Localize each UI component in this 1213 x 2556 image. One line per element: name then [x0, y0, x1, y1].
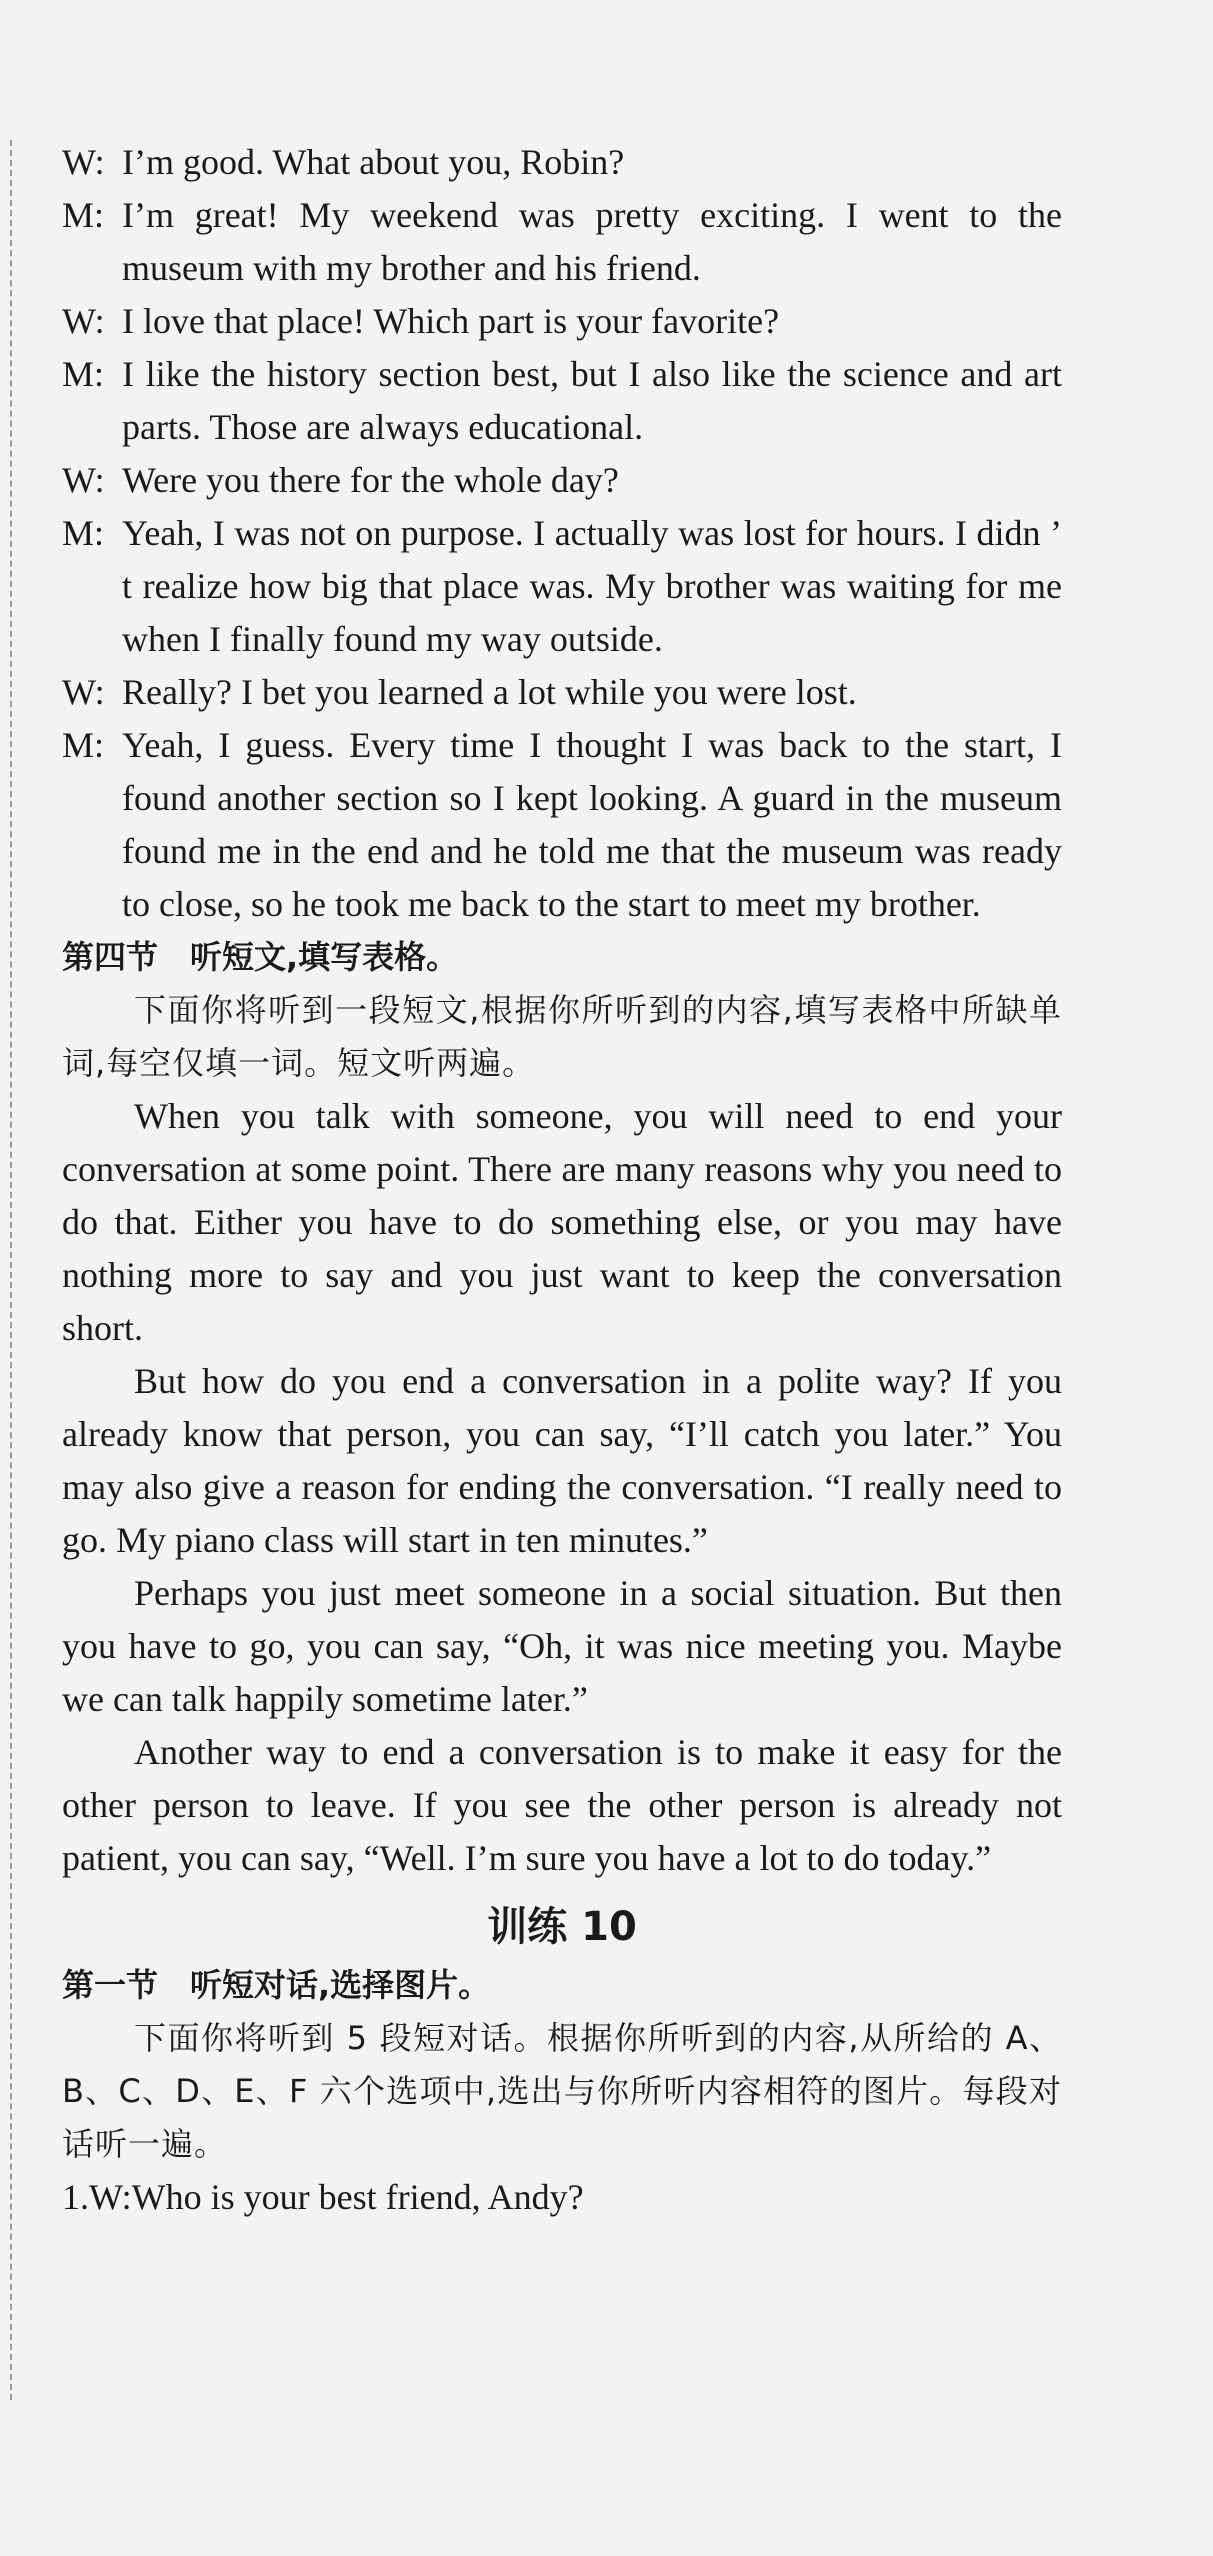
speaker-label: M:	[62, 725, 105, 765]
dialogue-line	[62, 136, 1062, 189]
passage-paragraph: But how do you end a conversation in a polite way? If you already know that person, you can say, “I’ll catch you later.” You may also give a reason for ending the conversation. “I really need to go. My piano class will start in ten minutes.”	[62, 1361, 1062, 1560]
section4-instruction: 下面你将听到一段短文,根据你所听到的内容,填写表格中所缺单词,每空仅填一词。短文听两遍。	[62, 991, 1062, 1082]
speaker-label: W:	[62, 460, 105, 500]
dialogue-transcript	[62, 136, 1062, 931]
item-text: Who is your best friend, Andy?	[131, 2177, 584, 2217]
utterance: I’m great! My weekend was pretty exciting. I went to the museum with my brother and his friend.	[122, 195, 1062, 288]
speaker-label: W:	[62, 142, 105, 182]
speaker-label: W:	[62, 301, 105, 341]
utterance: Were you there for the whole day?	[122, 460, 619, 500]
passage-paragraph: When you talk with someone, you will need to end your conversation at some point. There are many reasons why you need to do that. Either you have to do something else, or you may have nothing more to say and you just want to keep the conversation short.	[62, 1096, 1062, 1348]
binding-dashed-line	[10, 140, 12, 2400]
section1-heading: 第一节 听短对话,选择图片。	[62, 1966, 491, 2004]
first-item	[62, 2171, 1062, 2224]
dialogue-line	[62, 348, 1062, 454]
section4-heading: 第四节 听短文,填写表格。	[62, 938, 459, 976]
passage-paragraph: Another way to end a conversation is to make it easy for the other person to leave. If you see the other person is already not patient, you can say, “Well. I’m sure you have a lot to do today.”	[62, 1732, 1062, 1878]
dialogue-line	[62, 454, 1062, 507]
dialogue-line	[62, 507, 1062, 666]
document-body	[62, 136, 1062, 2224]
speaker-label: M:	[62, 354, 105, 394]
speaker-label: W:	[62, 672, 105, 712]
dialogue-line	[62, 719, 1062, 931]
item-speaker: W:	[89, 2177, 132, 2217]
speaker-label: M:	[62, 195, 105, 235]
dialogue-line	[62, 189, 1062, 295]
speaker-label: M:	[62, 513, 105, 553]
utterance: I’m good. What about you, Robin?	[122, 142, 625, 182]
item-number: 1.	[62, 2177, 89, 2217]
dialogue-line	[62, 666, 1062, 719]
dialogue-line	[62, 295, 1062, 348]
passage	[62, 1090, 1062, 1885]
training-title: 训练 10	[487, 1904, 637, 1950]
passage-paragraph: Perhaps you just meet someone in a social situation. But then you have to go, you can say, “Oh, it was nice meeting you. Maybe we can talk happily sometime later.”	[62, 1573, 1062, 1719]
utterance: I like the history section best, but I also like the science and art parts. Those are always educational.	[122, 354, 1062, 447]
utterance: Really? I bet you learned a lot while you were lost.	[122, 672, 857, 712]
utterance: I love that place! Which part is your favorite?	[122, 301, 780, 341]
utterance: Yeah, I guess. Every time I thought I was back to the start, I found another section so I kept looking. A guard in the museum found me in the end and he told me that the museum was ready to close, so he took me back to the start to meet my brother.	[122, 725, 1062, 924]
section1-instruction: 下面你将听到 5 段短对话。根据你所听到的内容,从所给的 A、B、C、D、E、F 六个选项中,选出与你所听内容相符的图片。每段对话听一遍。	[62, 2019, 1062, 2163]
utterance: Yeah, I was not on purpose. I actually was lost for hours. I didn ’ t realize how big that place was. My brother was waiting for me when I finally found my way outside.	[122, 513, 1062, 659]
